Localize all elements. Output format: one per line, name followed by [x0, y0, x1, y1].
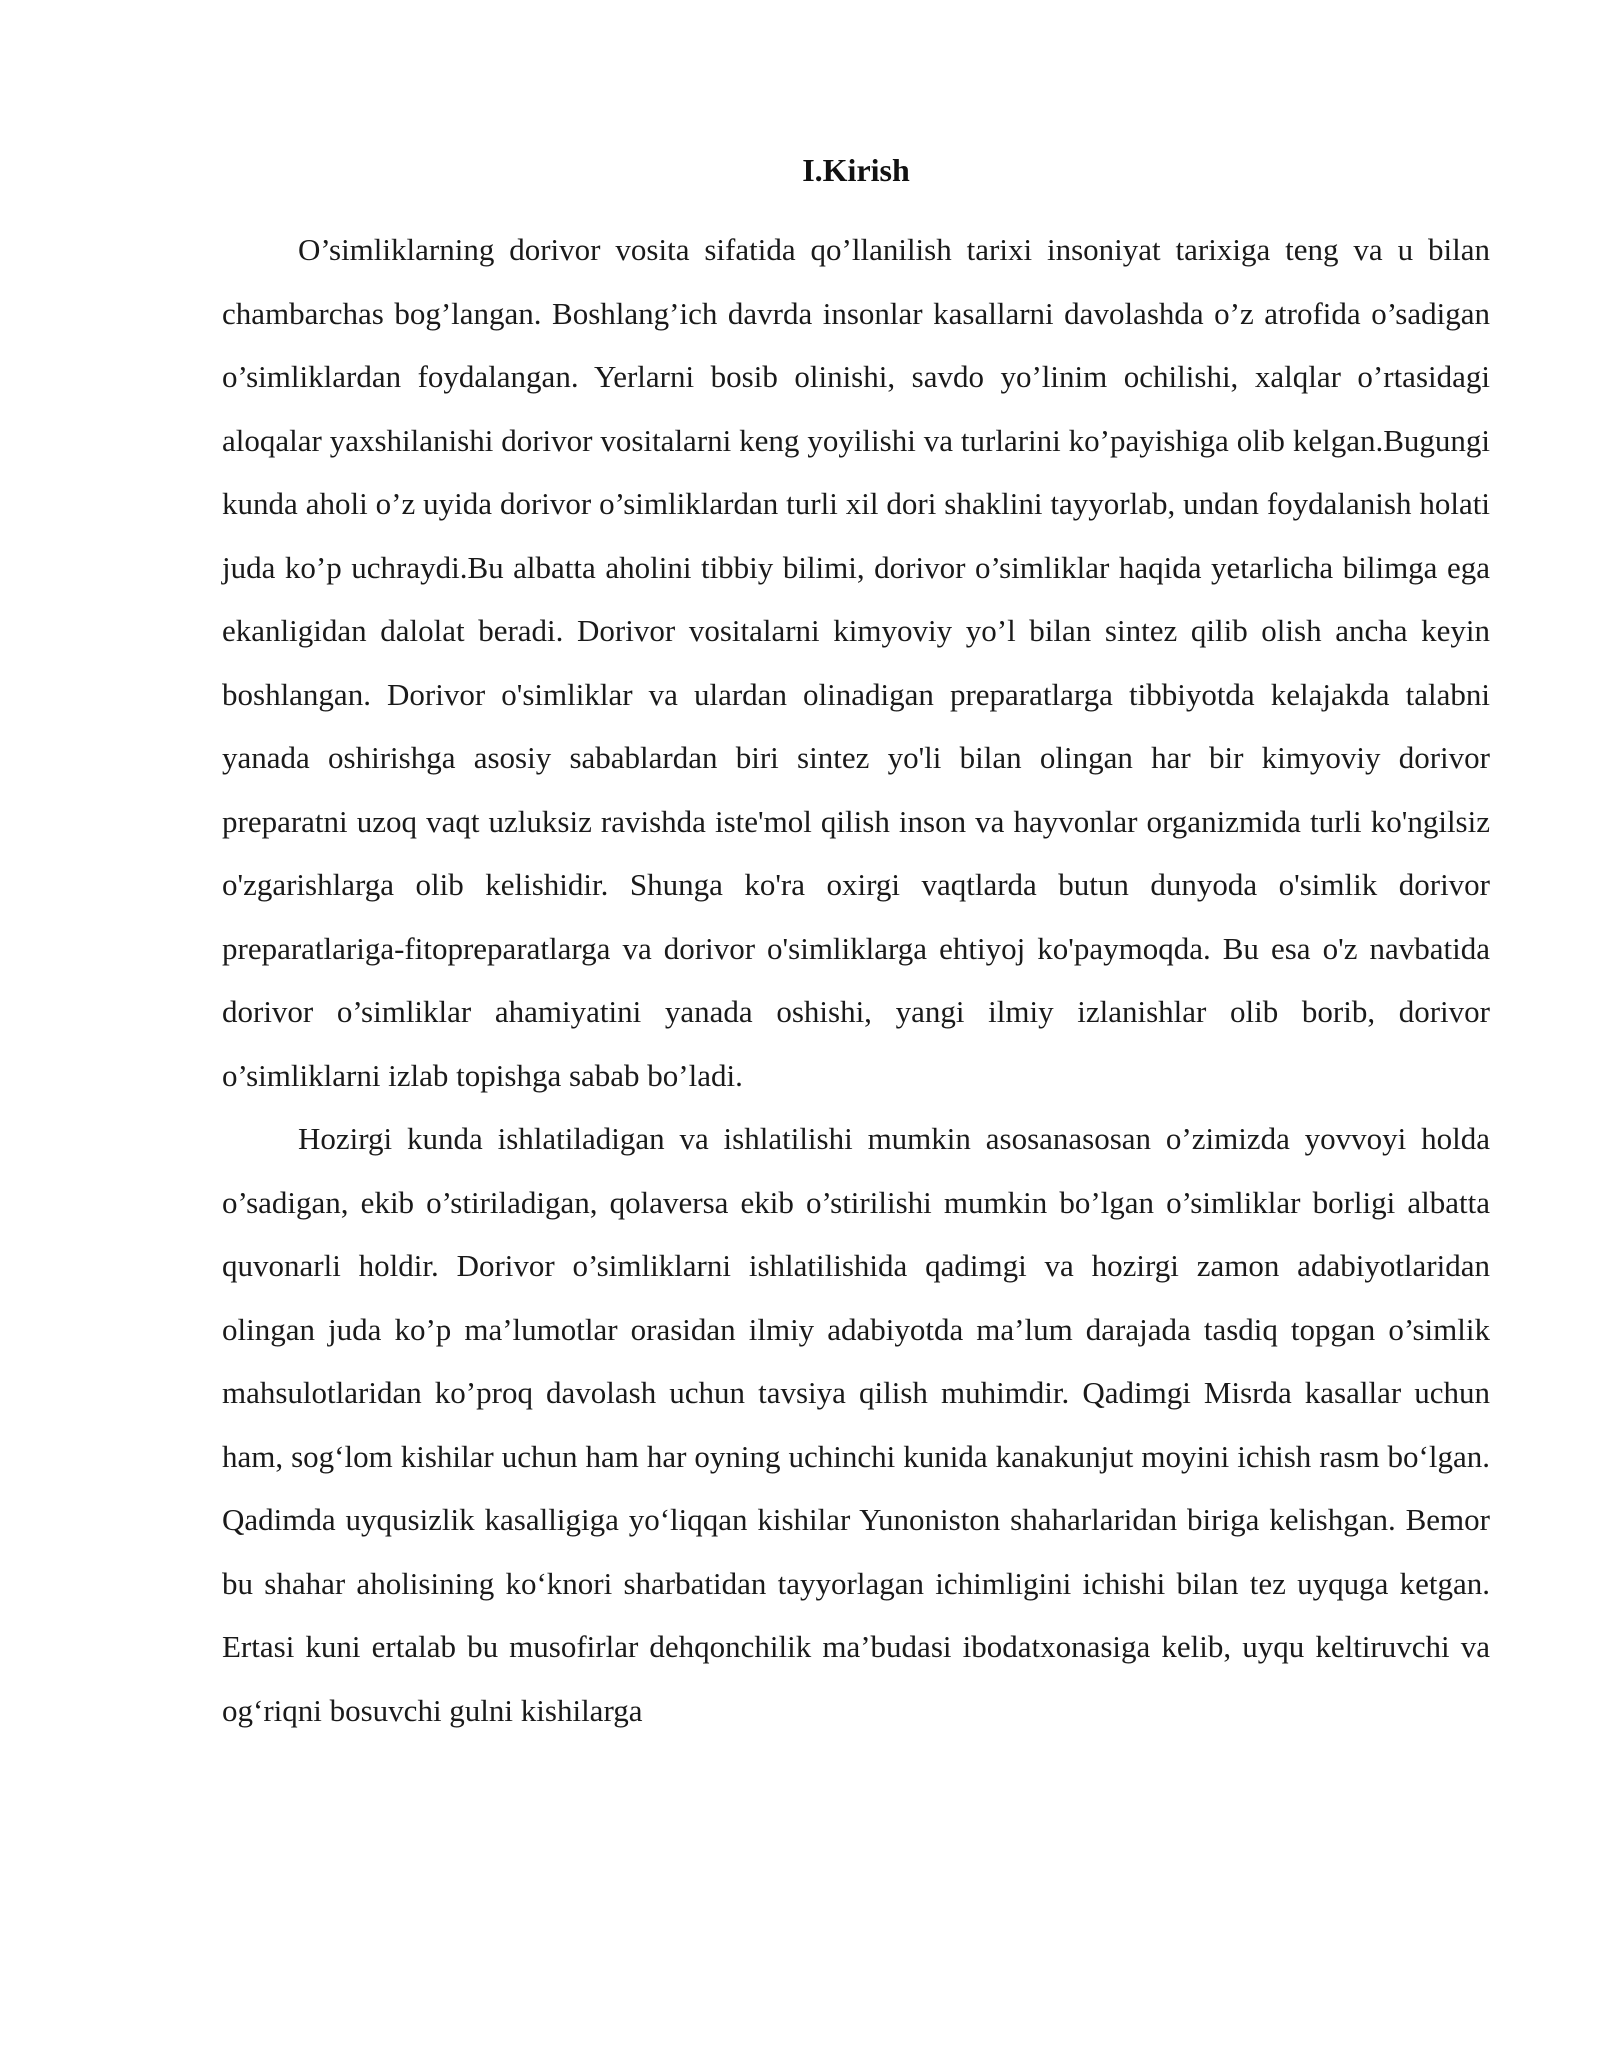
- paragraph-history-of-medicinal-plants: O’simliklarning dorivor vosita sifatida qo’llanilish tarixi insoniyat tarixiga teng va u bilan chambarchas bog’langan. Boshlang’ich davrda insonlar kasallarni davolashda o’z atrofida o’sadigan o’simliklardan foydalangan. Yerlarni bosib olinishi, savdo yo’linim ochilishi, xalqlar o’rtasidagi aloqalar yaxshilanishi dorivor vositalarni keng yoyilishi va turlarini ko’payishiga olib kelgan.Bugungi kunda aholi o’z uyida dorivor o’simliklardan turli xil dori shaklini tayyorlab, undan foydalanish holati juda ko’p uchraydi.Bu albatta aholini tibbiy bilimi, dorivor o’simliklar haqida yetarlicha bilimga ega ekanligidan dalolat beradi. Dorivor vositalarni kimyoviy yo’l bilan sintez qilib olish ancha keyin boshlangan. Dorivor o'simliklar va ulardan olinadigan preparatlarga tibbiyotda kelajakda talabni yanada oshirishga asosiy sabablardan biri sintez yo'li bilan olingan har bir kimyoviy dorivor preparatni uzoq vaqt uzluksiz ravishda iste'mol qilish inson va hayvonlar organizmida turli ko'ngilsiz o'zgarishlarga olib kelishidir. Shunga ko'ra oxirgi vaqtlarda butun dunyoda o'simlik dorivor preparatlariga-fitopreparatlarga va dorivor o'simliklarga ehtiyoj ko'paymoqda. Bu esa o'z navbatida dorivor o’simliklar ahamiyatini yanada oshishi, yangi ilmiy izlanishlar olib borib, dorivor o’simliklarni izlab topishga sabab bo’ladi.: [222, 232, 1490, 1093]
- paragraph-current-use-of-plants: Hozirgi kunda ishlatiladigan va ishlatilishi mumkin asosanasosan o’zimizda yovvoyi holda o’sadigan, ekib o’stiriladigan, qolaversa ekib o’stirilishi mumkin bo’lgan o’simliklar borligi albatta quvonarli holdir. Dorivor o’simliklarni ishlatilishida qadimgi va hozirgi zamon adabiyotlaridan olingan juda ko’p ma’lumotlar orasidan ilmiy adabiyotda ma’lum darajada tasdiq topgan o’simlik mahsulotlaridan ko’proq davolash uchun tavsiya qilish muhimdir. Qadimgi Misrda kasallar uchun ham, sog‘lom kishilar uchun ham har oyning uchinchi kunida kanakunjut moyini ichish rasm bo‘lgan. Qadimda uyqusizlik kasalligiga yo‘liqqan kishilar Yunoniston shaharlaridan biriga kelishgan. Bemor bu shahar aholisining ko‘knori sharbatidan tayyorlagan ichimligini ichishi bilan tez uyquga ketgan. Ertasi kuni ertalab bu musofirlar dehqonchilik ma’budasi ibodatxonasiga kelib, uyqu keltiruvchi va og‘riqni bosuvchi gulni kishilarga: [222, 1121, 1490, 1728]
- document-body: [222, 148, 1490, 1742]
- section-title: I.Kirish: [802, 152, 910, 188]
